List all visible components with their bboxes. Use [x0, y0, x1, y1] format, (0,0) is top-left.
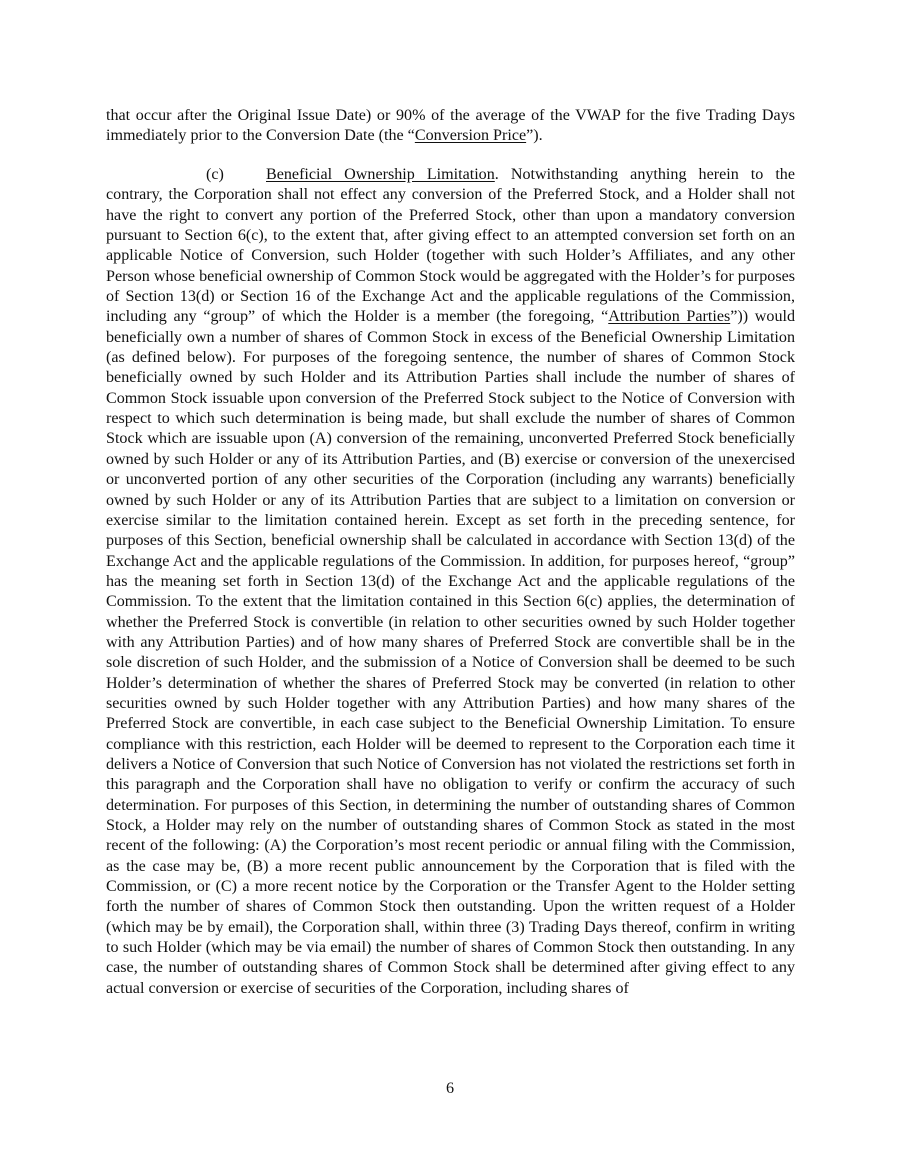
page-number: 6 [445, 1080, 455, 1097]
continuation-text-before: that occur after the Original Issue Date) or 90% of the average of the VWAP for the five Trading Days immediately prior to the Conversion Date (the “ [106, 107, 795, 145]
section-c-label: (c) [206, 166, 224, 183]
section-c-heading: Beneficial Ownership Limitation [266, 166, 495, 183]
section-c-text-1: . Notwithstanding anything herein to the contrary, the Corporation shall not effect any conversion of the Preferred Stock, and a Holder shall not have the right to convert any portion of the Preferred Stock, other than upon a mandatory conversion pursuant to Section 6(c), to the extent that, after giving effect to an attempted conversion set forth on an applicable Notice of Conversion, such Holder (together with such Holder’s Affiliates, and any other Person whose beneficial ownership of Common Stock would be aggregated with the Holder’s for purposes of Section 13(d) or Section 16 of the Exchange Act and the applicable regulations of the Commission, including any “group” of which the Holder is a member (the foregoing, “ [106, 166, 795, 326]
attribution-parties-term: Attribution Parties [608, 308, 731, 326]
section-c-text-2: ”)) would beneficially own a number of shares of Common Stock in excess of the Beneficial Ownership Limitation (as defined below). For purposes of the foregoing sentence, the number of shares of Common Stock beneficially owned by such Holder and its Attribution Parties shall include the number of shares of Common Stock issuable upon conversion of the Preferred Stock subject to the Notice of Conversion with respect to which such determination is being made, but shall exclude the number of shares of Common Stock which are issuable upon (A) conversion of the remaining, unconverted Preferred Stock beneficially owned by such Holder or any of its Attribution Parties, and (B) exercise or conversion of the unexercised or unconverted portion of any other securities of the Corporation (including any warrants) beneficially owned by such Holder or any of its Attribution Parties that are subject to a limitation on conversion or exercise similar to the limitation contained herein. Except as set forth in the preceding sentence, for purposes of this Section, beneficial ownership shall be calculated in accordance with Section 13(d) of the Exchange Act and the applicable regulations of the Commission. In addition, for purposes hereof, “group” has the meaning set forth in Section 13(d) of the Exchange Act and the applicable regulations of the Commission. To the extent that the limitation contained in this Section 6(c) applies, the determination of whether the Preferred Stock is convertible (in relation to other securities owned by such Holder together with any Attribution Parties) and of how many shares of Preferred Stock are convertible shall be in the sole discretion of such Holder, and the submission of a Notice of Conversion shall be deemed to be such Holder’s determination of whether the shares of Preferred Stock may be converted (in relation to other securities owned by such Holder together with any Attribution Parties) and how many shares of the Preferred Stock are convertible, in each case subject to the Beneficial Ownership Limitation. To ensure compliance with this restriction, each Holder will be deemed to represent to the Corporation each time it delivers a Notice of Conversion that such Notice of Conversion has not violated the restrictions set forth in this paragraph and the Corporation shall have no obligation to verify or confirm the accuracy of such determination. For purposes of this Section, in determining the number of outstanding shares of Common Stock, a Holder may rely on the number of outstanding shares of Common Stock as stated in the most recent of the following: (A) the Corporation’s most recent periodic or annual filing with the Commission, as the case may be, (B) a more recent public announcement by the Corporation that is filed with the Commission, or (C) a more recent notice by the Corporation or the Transfer Agent to the Holder setting forth the number of shares of Common Stock then outstanding. Upon the written request of a Holder (which may be by email), the Corporation shall, within three (3) Trading Days thereof, confirm in writing to such Holder (which may be via email) the number of shares of Common Stock then outstanding. In any case, the number of outstanding shares of Common Stock shall be determined after giving effect to any actual conversion or exercise of securities of the Corporation, including shares of [106, 308, 796, 997]
continuation-text-after: ”). [526, 127, 543, 145]
continuation-paragraph [106, 106, 795, 147]
conversion-price-term: Conversion Price [414, 127, 527, 145]
section-c-paragraph [106, 165, 795, 999]
